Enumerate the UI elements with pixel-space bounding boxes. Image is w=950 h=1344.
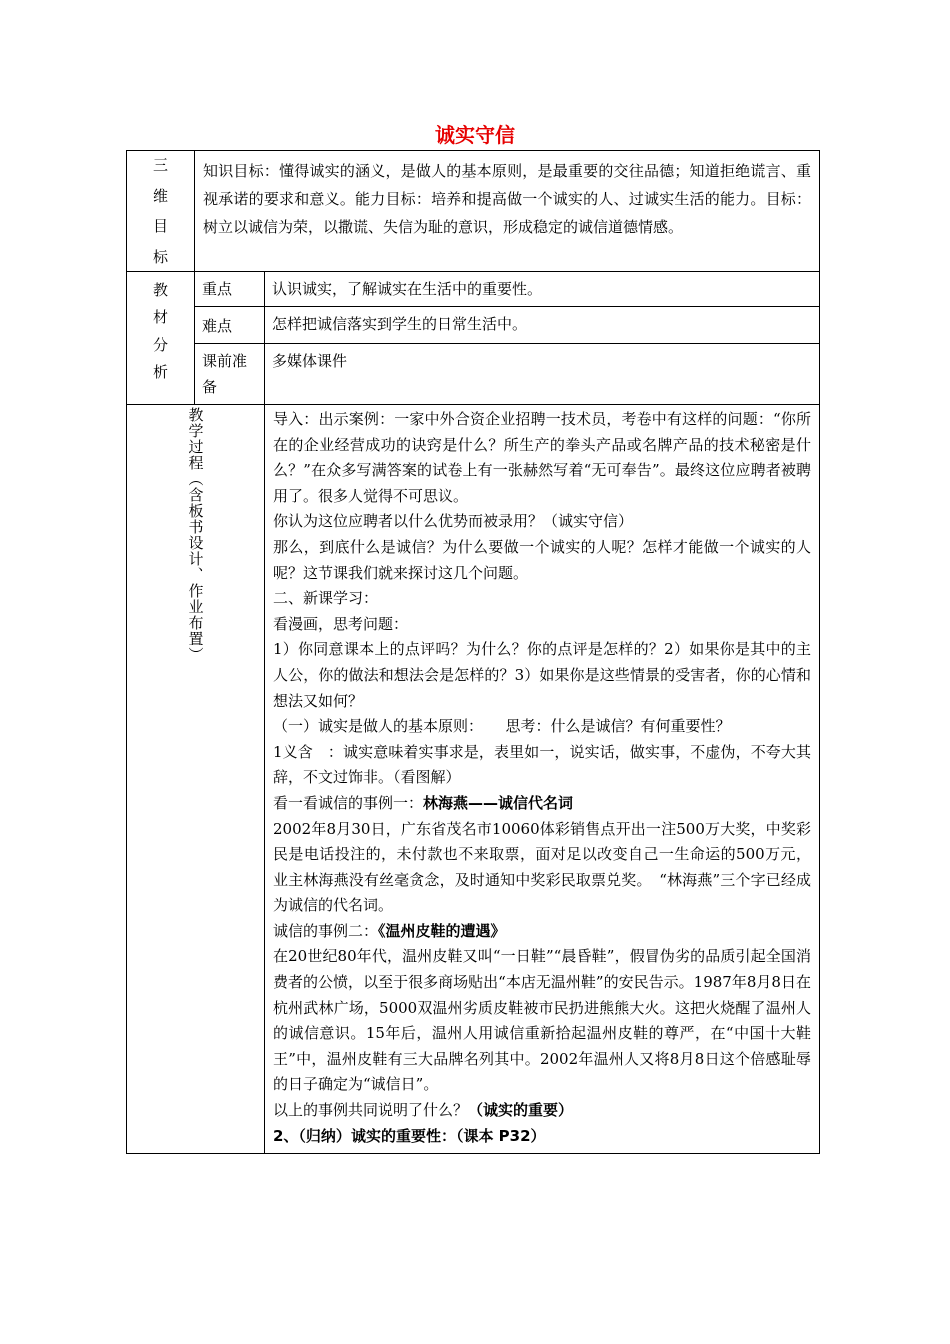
- principle-heading: （一）诚实是做人的基本原则： 思考：什么是诚信？有何重要性？: [273, 717, 731, 736]
- goals-label-char: 目: [152, 217, 168, 236]
- comic-prompt: 看漫画，思考问题：: [273, 614, 409, 633]
- goals-label: [127, 151, 194, 271]
- analysis-prep-value: 多媒体课件: [272, 352, 348, 370]
- summary-question: [273, 1098, 811, 1124]
- process-label-cell: [127, 405, 265, 1154]
- analysis-difficulty-value: 怎样把诚信落实到学生的日常生活中。: [272, 315, 528, 333]
- analysis-label-char: 教: [152, 281, 168, 299]
- analysis-label-char: 材: [152, 308, 168, 327]
- analysis-label: [127, 276, 194, 386]
- analysis-difficulty-label-cell: [195, 307, 265, 344]
- intro-paragraph: 导入：出示案例：一家中外合资企业招聘一技术员，考卷中有这样的问题：“你所在的企业经营成功的诀窍是什么？所生产的拳头产品或名牌产品的技术秘密是什么？”在众多写满答案的试卷上有一张赫然写着“无可奉告”。最终这位应聘者被聘用了。很多人觉得不可思议。: [273, 410, 811, 505]
- analysis-row-difficulty: [127, 307, 820, 344]
- analysis-prep-value-cell: [265, 344, 820, 405]
- analysis-prep-label-cell: [195, 344, 265, 405]
- summary-answer: （诚实的重要）: [468, 1101, 574, 1120]
- question-paragraph: 你认为这位应聘者以什么优势而被录用？（诚实守信）: [273, 512, 634, 531]
- analysis-difficulty-label: 难点: [202, 317, 233, 335]
- example-two-text: 在20世纪80年代，温州皮鞋又叫“一日鞋”“晨昏鞋”，假冒伪劣的品质引起全国消费者的公愤，以至于很多商场贴出“本店无温州鞋”的安民告示。1987年8月8日在杭州武林广场，5000双温州劣质皮鞋被市民扔进熊熊大火。这把火烧醒了温州人的诚信意识。15年后，温州人用诚信重新拾起温州皮鞋的尊严，在“中国十大鞋王”中，温州皮鞋有三大品牌名列其中。2002年温州人又将8月8日这个倍感耻辱的日子确定为“诚信日”。: [273, 947, 811, 1094]
- goals-text: 知识目标：懂得诚实的涵义，是做人的基本原则，是最重要的交往品德；知道拒绝谎言、重视承诺的要求和意义。能力目标：培养和提高做一个诚实的人、过诚实生活的能力。目标：树立以诚信为荣，以撒谎、失信为耻的意识，形成稳定的诚信道德情感。: [203, 162, 811, 236]
- analysis-key-label-cell: [195, 272, 265, 307]
- process-content: [265, 405, 819, 1153]
- analysis-label-cell: [127, 272, 195, 405]
- goals-label-char: 标: [152, 247, 168, 266]
- analysis-prep-label: 课前准备: [202, 352, 248, 396]
- summary-prefix: 以上的事例共同说明了什么？: [273, 1101, 469, 1120]
- process-label: 教学过程（含板书设计、作业布置）: [186, 407, 205, 663]
- analysis-key-label: 重点: [202, 280, 233, 298]
- importance-heading: 2、（归纳）诚实的重要性：（课本 P32）: [273, 1126, 546, 1145]
- example-one-prefix: 看一看诚信的事例一：: [273, 793, 424, 812]
- process-content-cell: [265, 405, 820, 1154]
- analysis-row-prep: [127, 344, 820, 405]
- analysis-key-value-cell: [265, 272, 820, 307]
- example-one-title: 林海燕——诚信代名词: [423, 793, 574, 812]
- example-one-text: 2002年8月30日，广东省茂名市10060体彩销售点开出一注500万大奖，中奖彩民是电话投注的，未付款也不来取票，面对足以改变自己一生命运的500万元，业主林海燕没有丝毫贪念，及时通知中奖彩民取票兑奖。 “林海燕”三个字已经成为诚信的代名词。: [273, 819, 811, 915]
- analysis-key-value: 认识诚实，了解诚实在生活中的重要性。: [272, 280, 543, 298]
- goals-row: [127, 151, 820, 272]
- process-row: [127, 405, 820, 1154]
- lesson-plan-table: [126, 150, 820, 1154]
- example-one-heading: [273, 791, 811, 817]
- analysis-row-key: [127, 272, 820, 307]
- section-heading: 二、新课学习：: [273, 589, 379, 608]
- example-two-title: 《温州皮鞋的遭遇》: [378, 921, 506, 940]
- goals-label-char: 三: [152, 156, 168, 174]
- goals-text-cell: [195, 151, 820, 272]
- analysis-difficulty-value-cell: [265, 307, 820, 344]
- goals-label-char: 维: [152, 186, 168, 205]
- example-two-heading: [273, 919, 811, 945]
- document-title: 诚实守信: [435, 123, 515, 147]
- analysis-label-char: 分: [152, 335, 168, 354]
- goals-label-cell: [127, 151, 195, 272]
- definition-paragraph: 1义含 ：诚实意味着实事求是，表里如一，说实话，做实事，不虚伪，不夸大其辞，不文过饰非。（看图解）: [273, 742, 811, 787]
- comic-questions: 1）你同意课本上的点评吗？为什么？你的点评是怎样的？2）如果你是其中的主人公，你的做法和想法会是怎样的？3）如果你是这些情景的受害者，你的心情和想法又如何？: [273, 640, 811, 710]
- question-paragraph: 那么，到底什么是诚信？为什么要做一个诚实的人呢？怎样才能做一个诚实的人呢？这节课我们就来探讨这几个问题。: [273, 537, 811, 582]
- analysis-label-char: 析: [152, 362, 168, 381]
- example-two-prefix: 诚信的事例二：: [273, 921, 379, 940]
